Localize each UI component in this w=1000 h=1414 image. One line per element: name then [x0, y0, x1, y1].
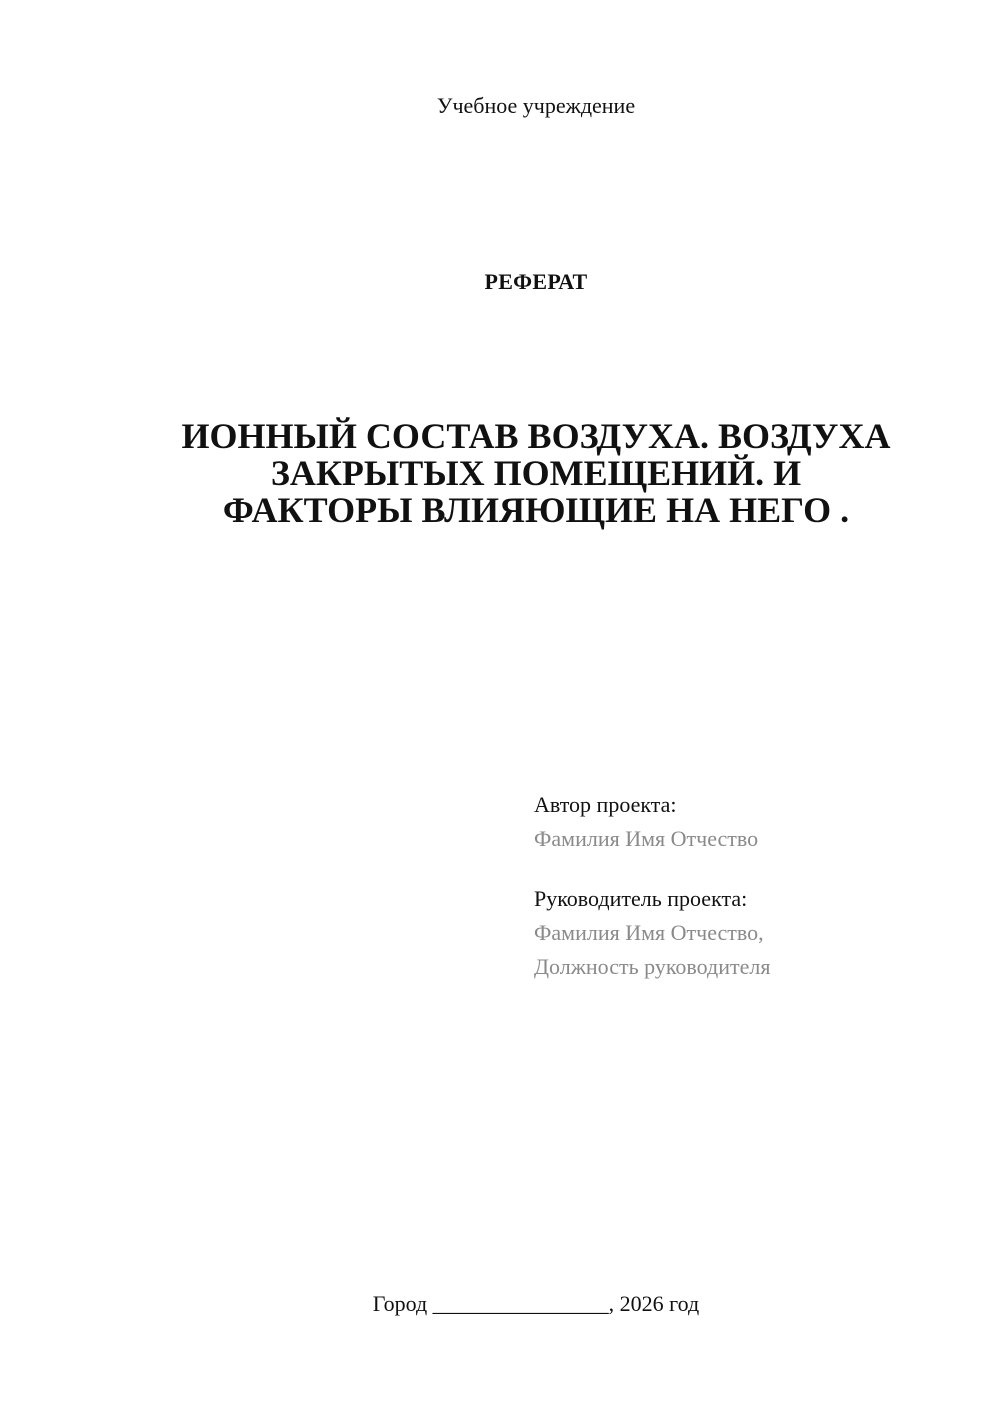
city-year-line: Город ________________, 2026 год	[372, 1291, 700, 1316]
supervisor-label: Руководитель проекта:	[534, 886, 748, 911]
supervisor-position: Должность руководителя	[534, 954, 771, 979]
institution-name: Учебное учреждение	[436, 93, 636, 118]
title-line-1: ИОННЫЙ СОСТАВ ВОЗДУХА. ВОЗДУХА	[181, 416, 891, 456]
author-label: Автор проекта:	[534, 792, 677, 817]
credits-spacer	[534, 856, 974, 882]
document-title	[150, 418, 922, 529]
document-type: РЕФЕРАТ	[484, 269, 588, 294]
author-name: Фамилия Имя Отчество	[534, 826, 759, 851]
title-line-2: ЗАКРЫТЫХ ПОМЕЩЕНИЙ. И	[270, 453, 802, 493]
credits-block	[534, 788, 974, 984]
supervisor-name: Фамилия Имя Отчество,	[534, 920, 764, 945]
title-line-3: ФАКТОРЫ ВЛИЯЮЩИЕ НА НЕГО .	[222, 490, 850, 530]
